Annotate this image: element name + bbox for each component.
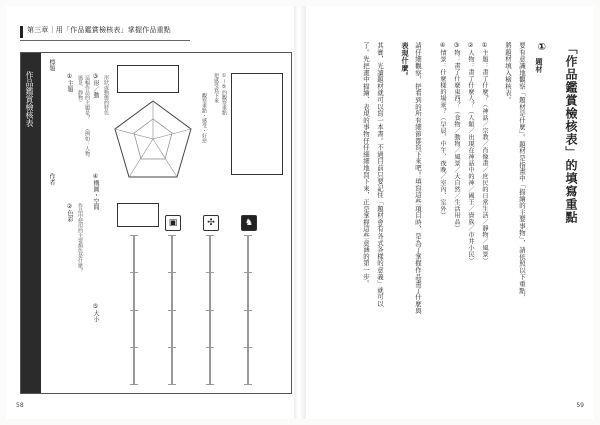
col-head-author: 作者 <box>48 173 55 185</box>
sheet-title: 作品鑑賞檢核表 <box>25 71 34 127</box>
para3-line-2: 了。先把畫中描繪、表現的事物仔仔細細地寫下來，正是掌握這些意涵的第一步。 <box>362 42 370 287</box>
para2-line-1: 請仔細觀察，把看到的所有細節都寫下來吧！填寫這些項目時，是為了掌握作品畫了什麼與 <box>414 42 422 314</box>
para2-line-2: 表現什麼。 <box>401 42 409 80</box>
note-b: 把感受寫下來 <box>213 73 219 103</box>
item-label: 題材 <box>535 58 543 73</box>
list-item-3: ③物：畫了什麼東西？（食物／動物／風景／大自然／生活用品） <box>453 42 460 232</box>
left-page <box>6 6 295 419</box>
col-head-title: 標題 <box>48 59 55 71</box>
answer-box-2 <box>117 65 179 93</box>
row-space: ④構圖・空間 <box>92 173 99 210</box>
list-item-2: ②人物：畫了什麼人？（人類／出現在神話中的神／國王／貴族／市井小民） <box>467 42 474 264</box>
sheet-title-bar <box>21 53 41 393</box>
scale-line-2 <box>171 235 173 385</box>
scale-line-3 <box>209 235 211 385</box>
header-rule <box>20 40 190 41</box>
note-a: ①～⑤的觀察重點 <box>221 73 227 115</box>
header-text: 第三章｜用「作品鑑賞檢核表」掌握作品重點 <box>27 26 171 34</box>
answer-box-1 <box>117 203 159 227</box>
list-item-4: ④情景：什麼樣的場景？（早晨、中午、夜晚／室內、室外） <box>439 42 446 219</box>
scale-line-4 <box>247 235 249 385</box>
checklist-sheet <box>20 52 292 394</box>
page-title: 「作品鑑賞檢核表」的填寫重點 <box>564 42 578 224</box>
row-theme-hint: 這幅作品的主題是？ （例如：人物、風景、靜物） <box>77 75 90 161</box>
row-size: ⑤大小 <box>92 303 99 322</box>
header-marker <box>20 26 23 38</box>
answer-box-3 <box>231 73 283 175</box>
page-number-left: 58 <box>16 402 24 409</box>
row-shape: ③形／動 <box>92 73 99 98</box>
list-item-1: ①主題：畫了什麼？（神話／宗教／肖像畫／庶民的日常生活／靜物／風景） <box>481 42 488 264</box>
row-color-hint: 作品中使用的主要顏色是什麼？ <box>77 203 83 273</box>
page-header <box>20 20 190 42</box>
book-gutter <box>294 6 306 419</box>
row-shape-hint: 形狀或動態的特色 <box>103 75 109 115</box>
intro-line-1: 要有意識地觀察「題材是什麼」。題材是指畫中「描繪的主要事物」，請依照以下重點， <box>518 42 526 301</box>
row-color: ②色彩 <box>66 203 73 222</box>
radar-label: 觀察重點・感受・好惡 <box>201 93 207 143</box>
page-number-right: 59 <box>576 402 584 409</box>
item-number: ① <box>537 42 546 53</box>
scale-line-1 <box>133 235 135 385</box>
para3-line-1: 其實，光讀題材就可以寫一本書。不過目前只要記住「題材會有各式各樣的意義」就可以 <box>376 42 384 308</box>
dots-icon: ✣ <box>203 215 219 231</box>
right-page <box>306 6 594 419</box>
frame-icon: ▣ <box>165 215 181 231</box>
row-theme: ①主題 <box>66 73 73 92</box>
figure-icon: ♞ <box>241 215 257 231</box>
intro-line-2: 將題材填入檢核表。 <box>504 42 512 104</box>
radar-diagram <box>111 97 195 181</box>
